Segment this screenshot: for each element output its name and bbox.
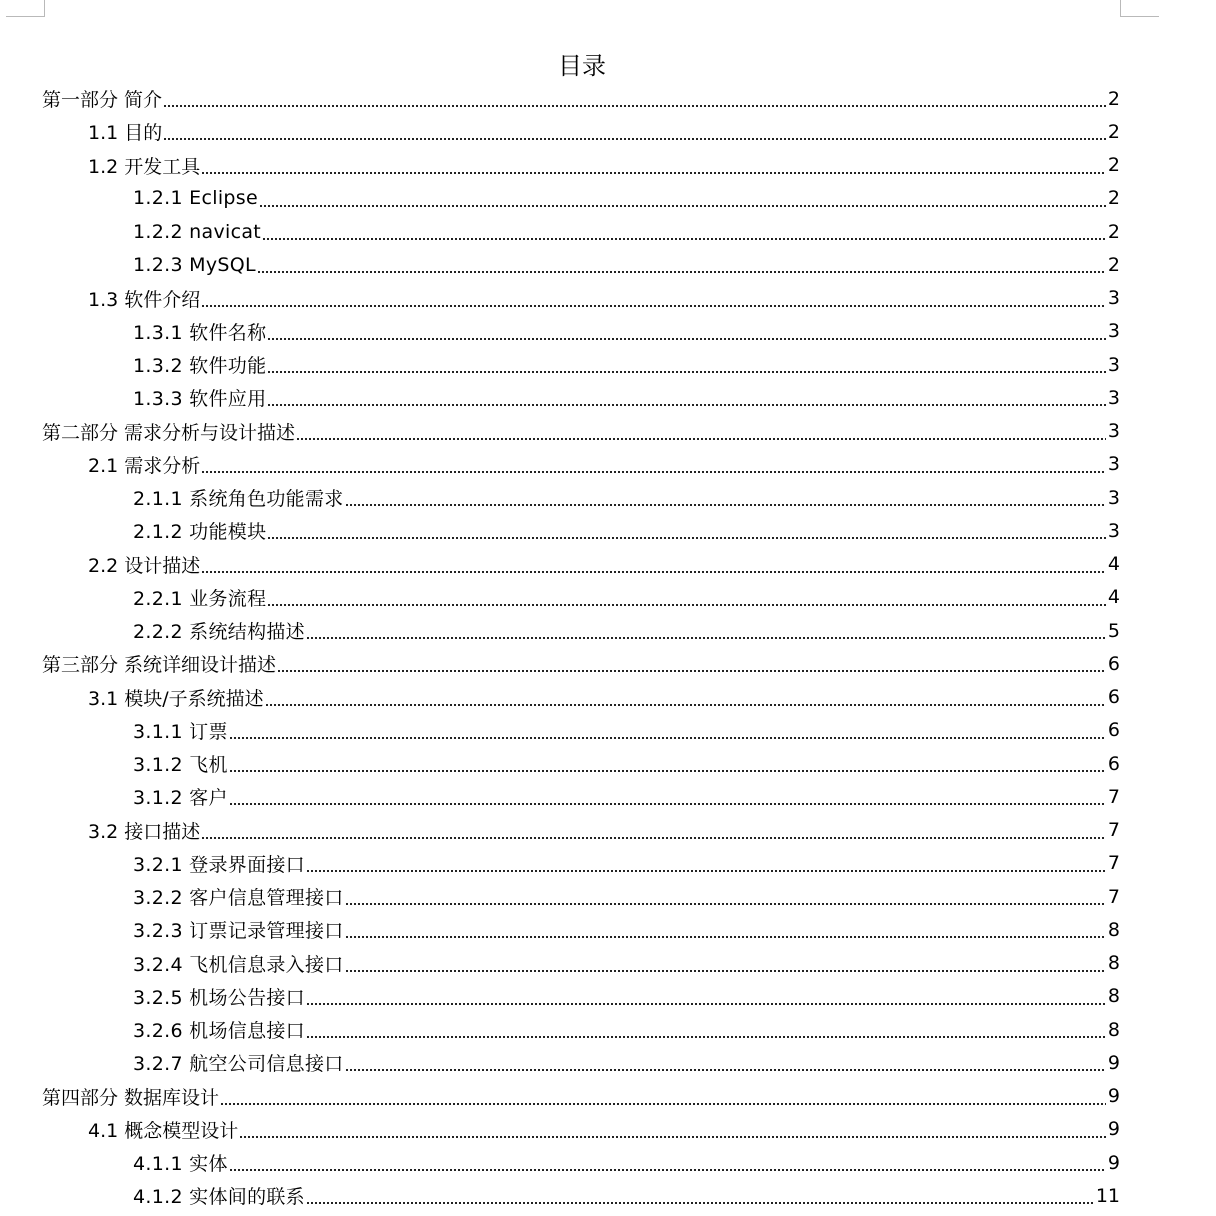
toc-entry-label: 3.2.7 航空公司信息接口 (133, 1053, 344, 1076)
toc-entry-page-number: 2 (1107, 120, 1120, 143)
dot-leader (267, 588, 1106, 607)
toc-entry-level-3[interactable] (133, 847, 1120, 880)
toc-entry-level-3[interactable] (133, 780, 1120, 813)
toc-entry-level-2[interactable] (88, 149, 1120, 182)
dot-leader (201, 555, 1106, 574)
toc-entry-level-3[interactable] (133, 248, 1120, 281)
toc-entry-level-1[interactable] (42, 647, 1120, 680)
dot-leader (201, 289, 1106, 308)
toc-entry-label: 1.2.1 Eclipse (133, 187, 258, 210)
toc-entry-label: 1.3.3 软件应用 (133, 388, 267, 411)
toc-entry-level-3[interactable] (133, 1146, 1120, 1179)
toc-entry-page-number: 2 (1107, 154, 1120, 176)
toc-entry-label: 1.3 软件介绍 (88, 288, 201, 311)
toc-entry-level-1[interactable] (42, 1080, 1120, 1113)
toc-entry-page-number: 6 (1107, 652, 1120, 675)
toc-entry-page-number: 2 (1107, 187, 1120, 210)
dot-leader (229, 1153, 1106, 1172)
toc-entry-page-number: 3 (1107, 287, 1120, 309)
toc-entry-page-number: 8 (1107, 952, 1120, 974)
toc-entry-page-number: 2 (1107, 253, 1120, 276)
dot-leader (265, 688, 1106, 707)
toc-entry-label: 4.1 概念模型设计 (88, 1119, 239, 1142)
toc-entry-level-3[interactable] (133, 880, 1120, 913)
toc-entry-page-number: 3 (1107, 519, 1120, 542)
toc-entry-page-number: 8 (1107, 985, 1120, 1008)
toc-entry-page-number: 9 (1107, 1151, 1120, 1174)
toc-entry-level-3[interactable] (133, 913, 1120, 946)
toc-entry-level-3[interactable] (133, 614, 1120, 647)
toc-entry-label: 3.2.6 机场信息接口 (133, 1020, 305, 1042)
toc-title: 目录 (558, 52, 606, 80)
toc-entry-label: 3.2.5 机场公告接口 (133, 986, 305, 1009)
dot-leader (306, 1186, 1094, 1205)
toc-entry-page-number: 9 (1107, 1118, 1120, 1141)
dot-leader (229, 787, 1106, 806)
toc-entry-level-3[interactable] (133, 714, 1120, 747)
toc-entry-label: 第三部分 系统详细设计描述 (42, 654, 277, 677)
toc-entry-label: 第四部分 数据库设计 (42, 1086, 220, 1109)
toc-entry-label: 2.2 设计描述 (88, 554, 201, 577)
toc-entry-page-number: 2 (1107, 87, 1120, 110)
toc-entry-level-2[interactable] (88, 115, 1120, 148)
dot-leader (296, 422, 1106, 441)
toc-entry-level-2[interactable] (88, 814, 1120, 847)
toc-entry-level-3[interactable] (133, 980, 1120, 1013)
dot-leader (229, 754, 1106, 773)
dot-leader (267, 521, 1106, 540)
dot-leader (229, 721, 1106, 740)
toc-entry-label: 1.2 开发工具 (88, 155, 201, 178)
toc-entry-label: 4.1.2 实体间的联系 (133, 1186, 305, 1209)
dot-leader (163, 89, 1106, 108)
dot-leader (163, 122, 1106, 141)
toc-entry-page-number: 7 (1107, 819, 1120, 841)
dot-leader (345, 887, 1106, 906)
toc-entry-label: 3.2.1 登录界面接口 (133, 853, 305, 876)
toc-entry-page-number: 6 (1107, 752, 1120, 775)
toc-entry-label: 3.2.3 订票记录管理接口 (133, 920, 344, 943)
toc-entry-level-1[interactable] (42, 415, 1120, 448)
page-corner-mark-left (6, 0, 45, 17)
toc-entry-page-number: 5 (1107, 619, 1120, 642)
toc-entry-page-number: 4 (1107, 586, 1120, 609)
toc-entry-label: 3.1.2 飞机 (133, 754, 228, 776)
toc-entry-level-3[interactable] (133, 182, 1120, 215)
page-corner-mark-right (1120, 0, 1159, 17)
toc-entry-label: 第二部分 需求分析与设计描述 (42, 421, 296, 444)
toc-entry-page-number: 3 (1107, 453, 1120, 476)
dot-leader (345, 488, 1106, 507)
toc-entry-page-number: 3 (1107, 420, 1120, 442)
toc-entry-label: 1.3.2 软件功能 (133, 355, 267, 377)
toc-entry-page-number: 3 (1107, 353, 1120, 376)
toc-entry-label: 1.2.3 MySQL (133, 253, 256, 276)
dot-leader (220, 1087, 1106, 1106)
dot-leader (267, 355, 1106, 374)
toc-entry-level-2[interactable] (88, 448, 1120, 481)
toc-entry-page-number: 7 (1107, 885, 1120, 908)
toc-entry-label: 3.1.2 客户 (133, 787, 228, 810)
toc-entry-page-number: 3 (1107, 386, 1120, 409)
toc-entry-page-number: 6 (1107, 686, 1120, 708)
toc-entry-level-2[interactable] (88, 1113, 1120, 1146)
dot-leader (201, 156, 1106, 175)
toc-entry-level-1[interactable] (42, 82, 1120, 115)
toc-entry-page-number: 3 (1107, 320, 1120, 343)
dot-leader (306, 987, 1106, 1006)
toc-entry-label: 2.1 需求分析 (88, 454, 201, 477)
dot-leader (201, 455, 1106, 474)
toc-entry-page-number: 2 (1107, 220, 1120, 243)
dot-leader (306, 621, 1106, 640)
toc-entry-level-3[interactable] (133, 348, 1120, 381)
toc-entry-label: 1.1 目的 (88, 122, 163, 145)
toc-entry-page-number: 6 (1107, 719, 1120, 742)
toc-entry-label: 3.2.4 飞机信息录入接口 (133, 953, 344, 976)
dot-leader (267, 322, 1106, 341)
toc-entry-level-2[interactable] (88, 681, 1120, 714)
toc-entry-level-3[interactable] (133, 747, 1120, 780)
dot-leader (257, 255, 1106, 274)
dot-leader (201, 821, 1106, 840)
toc-entry-level-3[interactable] (133, 215, 1120, 248)
toc-entry-page-number: 8 (1107, 1018, 1120, 1041)
toc-entry-level-3[interactable] (133, 947, 1120, 980)
toc-entry-level-3[interactable] (133, 514, 1120, 547)
toc-entry-label: 1.2.2 navicat (133, 220, 262, 243)
toc-entry-label: 4.1.1 实体 (133, 1153, 228, 1175)
dot-leader (306, 854, 1106, 873)
toc-entry-level-3[interactable] (133, 1013, 1120, 1046)
toc-entry-page-number: 9 (1107, 1051, 1120, 1074)
toc-entry-page-number: 4 (1107, 553, 1120, 575)
dot-leader (345, 1053, 1106, 1072)
toc-entry-level-2[interactable] (88, 548, 1120, 581)
toc-entry-level-3[interactable] (133, 1179, 1120, 1212)
toc-entry-label: 1.3.1 软件名称 (133, 321, 267, 344)
toc-entry-page-number: 3 (1107, 486, 1120, 509)
toc-entry-level-3[interactable] (133, 581, 1120, 614)
toc-entry-level-3[interactable] (133, 315, 1120, 348)
toc-entry-label: 2.1.1 系统角色功能需求 (133, 488, 344, 510)
toc-entry-page-number: 7 (1107, 852, 1120, 875)
toc-entry-page-number: 7 (1107, 785, 1120, 808)
toc-entry-label: 第一部分 简介 (42, 89, 163, 111)
toc-entry-label: 3.1 模块/子系统描述 (88, 687, 264, 710)
dot-leader (345, 954, 1106, 973)
toc-entry-level-3[interactable] (133, 381, 1120, 414)
dot-leader (239, 1120, 1106, 1139)
toc-entry-page-number: 9 (1107, 1085, 1120, 1107)
toc-entry-level-3[interactable] (133, 481, 1120, 514)
toc-entry-label: 3.1.1 订票 (133, 720, 228, 743)
dot-leader (259, 189, 1106, 208)
dot-leader (262, 222, 1106, 241)
toc-entry-label: 2.1.2 功能模块 (133, 521, 267, 544)
dot-leader (345, 920, 1106, 939)
toc-entry-page-number: 8 (1107, 918, 1120, 941)
dot-leader (277, 654, 1106, 673)
toc-entry-level-3[interactable] (133, 1046, 1120, 1079)
toc-entry-page-number: 11 (1095, 1184, 1120, 1207)
toc-entry-label: 3.2 接口描述 (88, 820, 201, 843)
dot-leader (267, 388, 1106, 407)
toc-entry-label: 2.2.2 系统结构描述 (133, 621, 305, 643)
toc-entry-label: 2.2.1 业务流程 (133, 587, 267, 610)
toc-entry-label: 3.2.2 客户信息管理接口 (133, 887, 344, 909)
dot-leader (306, 1020, 1106, 1039)
toc-entry-level-2[interactable] (88, 282, 1120, 315)
